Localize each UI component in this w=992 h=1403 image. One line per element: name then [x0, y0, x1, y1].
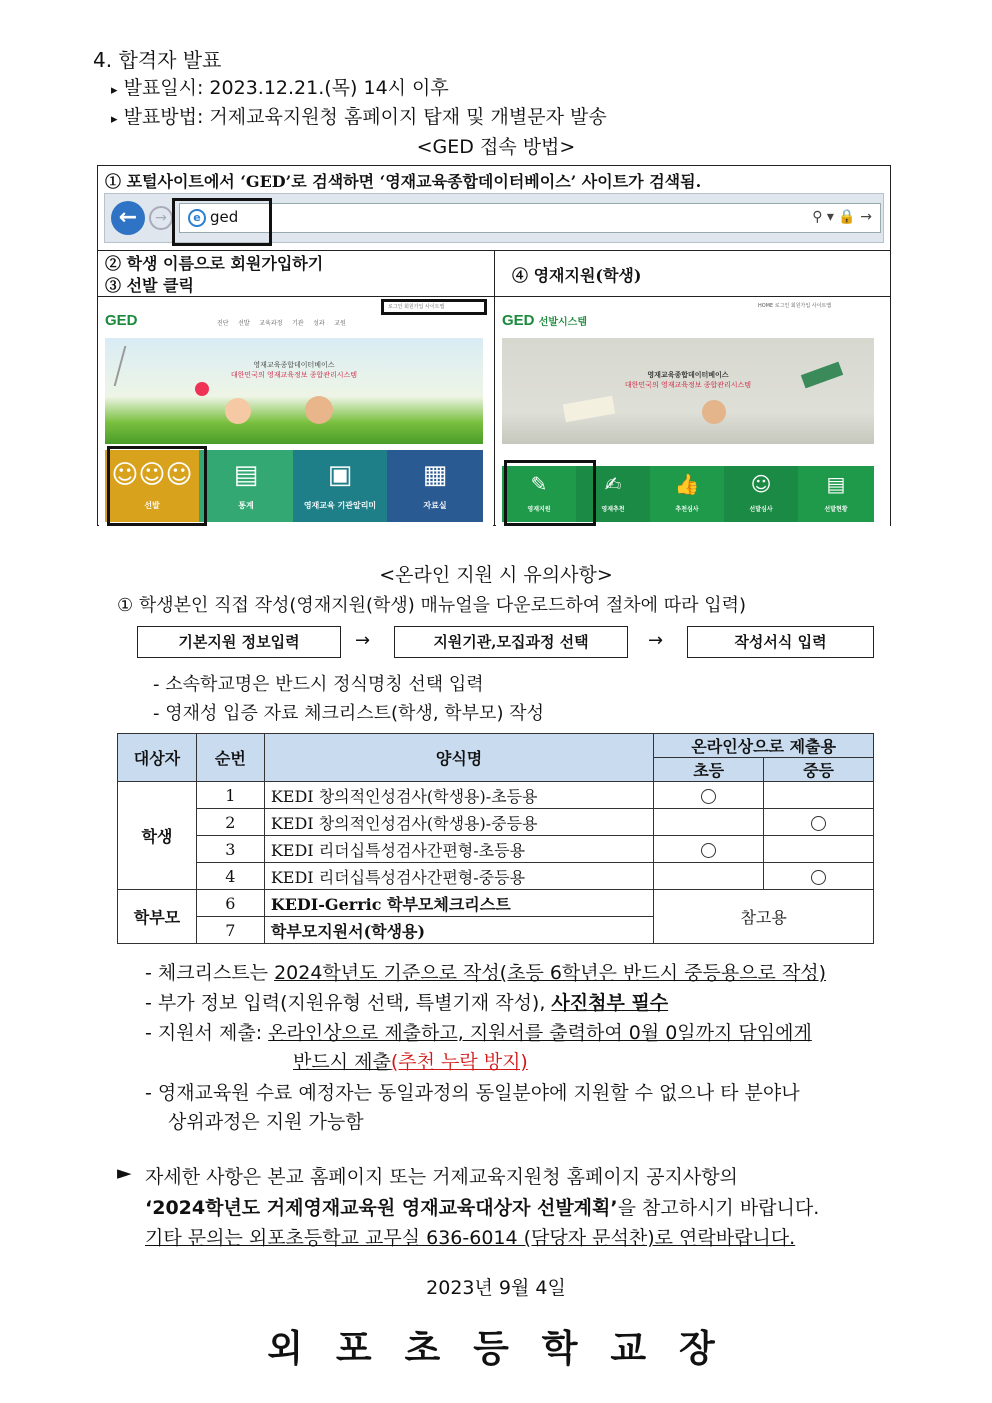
highlight-login-links[interactable]: 로그인 회원가입 사이트맵: [381, 299, 487, 315]
chart-icon: ▤: [233, 460, 259, 490]
header-middle: 중등: [764, 758, 874, 782]
note-additional: - 부가 정보 입력(지원유형 선택, 특별기재 작성), 사진첨부 필수: [145, 992, 669, 1014]
back-arrow-icon[interactable]: ←: [111, 201, 145, 235]
site1-banner: [105, 338, 483, 444]
ged-site-main: [99, 298, 493, 526]
thumbs-up-icon: 👍: [674, 472, 700, 496]
site1-banner-line1: 영재교육종합데이터베이스: [253, 361, 335, 369]
ged-logo: GED 선발시스템: [502, 312, 587, 329]
row-form: KEDI 리더십특성검사간편형-초등용: [264, 836, 653, 863]
highlight-selection-tile: [107, 446, 207, 526]
footer-line3: 기타 문의는 외포초등학교 교무실 636-6014 (담당자 문석찬)로 연락바랍니다.: [145, 1227, 796, 1249]
site1-nav: 진단 선발 교육과정 기관 성과 교원: [217, 320, 346, 327]
target-illustration: [195, 382, 209, 396]
row-mid-mark: [764, 782, 874, 809]
row-elem-mark: [654, 782, 764, 809]
flow-step1: 기본지원 정보입력: [137, 626, 341, 658]
book-icon: ▦: [422, 460, 448, 490]
telescope-illustration: [114, 346, 155, 386]
address-text: ged: [210, 208, 239, 226]
row-elem-mark: [654, 809, 764, 836]
highlight-apply-tile: [504, 460, 596, 526]
tile-institutions[interactable]: ▣ 영재교육 기관알리미: [293, 450, 387, 522]
kid-illustration: [702, 400, 726, 424]
row-no: 3: [196, 836, 264, 863]
clipboard-icon: ▤: [826, 472, 846, 496]
footer-mark: ►: [117, 1162, 132, 1184]
row-form: KEDI 창의적인성검사(학생용)-중등용: [264, 809, 653, 836]
note-graduate-cont: 상위과정은 지원 가능함: [168, 1111, 364, 1133]
tile-selection-review[interactable]: ☺ 선발심사: [724, 466, 798, 522]
table-row: [118, 890, 874, 917]
pencil-icon: ✎: [530, 472, 548, 496]
ged-divider: [494, 251, 495, 526]
row-form: KEDI 리더십특성검사간편형-중등용: [264, 863, 653, 890]
online-note2: - 영재성 입증 자료 체크리스트(학생, 학부모) 작성: [153, 703, 544, 724]
ged-logo: GED: [105, 312, 138, 329]
step4-text: ④ 영재지원(학생): [512, 266, 642, 285]
highlight-address: [172, 198, 272, 246]
site2-banner-line1: 영재교육종합데이터베이스: [647, 371, 729, 379]
ged-title: <GED 접속 방법>: [416, 136, 576, 158]
online-note1: - 소속학교명은 반드시 정식명칭 선택 입력: [153, 674, 484, 695]
ged-step23: [105, 253, 323, 297]
book-illustration: [563, 396, 615, 422]
edit-icon: ✍: [604, 472, 622, 496]
ged-site-selection: [496, 298, 890, 526]
flow-step3: 작성서식 입력: [687, 626, 874, 658]
row-mid-mark: [764, 836, 874, 863]
row-form: KEDI-Gerric 학부모체크리스트: [264, 890, 653, 917]
monitor-icon: ▣: [327, 460, 353, 490]
section-heading: 4. 합격자 발표: [93, 48, 222, 72]
ged-step1-row: [98, 166, 890, 251]
note-submit: - 지원서 제출: 온라인상으로 제출하고, 지원서를 출력하여 0월 0일까지 담임에게: [145, 1022, 812, 1044]
tile-apply-student[interactable]: ✎ 영재지원: [502, 466, 576, 522]
header-form: 양식명: [264, 734, 653, 782]
site1-header: [99, 298, 493, 338]
tile-recommend[interactable]: ✍ 영재추천: [576, 466, 650, 522]
footer-line2: ‘2024학년도 거제영재교육원 영재교육대상자 선발계획’을 참고하시기 바랍니다.: [145, 1197, 820, 1219]
tile-review[interactable]: 👍 추천심사: [650, 466, 724, 522]
people-icon: ☺☺☺: [111, 460, 193, 490]
table-row: [118, 782, 874, 809]
forward-arrow-icon[interactable]: →: [149, 206, 173, 230]
ged-guide-box: [97, 165, 891, 526]
online-title: <온라인 지원 시 유의사항>: [379, 564, 613, 586]
table-row: [118, 809, 874, 836]
row-mid-mark: [764, 809, 874, 836]
row-no: 7: [196, 917, 264, 944]
kid-illustration: [225, 398, 251, 424]
address-bar[interactable]: [179, 203, 881, 233]
note-submit-cont: 반드시 제출(추천 누락 방지): [293, 1051, 528, 1073]
kid-illustration: [305, 396, 333, 424]
row-no: 6: [196, 890, 264, 917]
header-target: 대상자: [118, 734, 197, 782]
row-form: 학부모지원서(학생용): [264, 917, 653, 944]
note-graduate: - 영재교육원 수료 예정자는 동일과정의 동일분야에 지원할 수 없으나 타 분야나: [145, 1082, 800, 1104]
principal-signature: 외 포 초 등 학 교 장: [267, 1326, 725, 1370]
row-elem-mark: [654, 863, 764, 890]
site2-banner: [502, 338, 874, 444]
header-no: 순번: [196, 734, 264, 782]
bullet-date: ▸ 발표일시: 2023.12.21.(목) 14시 이후: [111, 77, 449, 99]
site1-banner-line2: 대한민국의 영재교육정보 종합관리시스템: [230, 371, 358, 379]
tile-stats[interactable]: ▤ 통계: [199, 450, 293, 522]
table-header-row: [118, 734, 874, 758]
table-row: [118, 836, 874, 863]
step2-text: ② 학생 이름으로 회원가입하기: [105, 254, 324, 273]
tile-selection[interactable]: ☺☺☺ 선발: [105, 450, 199, 522]
group-icon: ☺: [750, 472, 772, 496]
group-parent: 학부모: [118, 890, 197, 944]
document-date: 2023년 9월 4일: [426, 1277, 566, 1299]
header-elementary: 초등: [654, 758, 764, 782]
flow-arrow: →: [355, 630, 371, 651]
site2-banner-line2: 대한민국의 영재교육정보 종합관리시스템: [624, 381, 752, 389]
reference-cell: 참고용: [654, 890, 874, 944]
row-no: 4: [196, 863, 264, 890]
search-lock-refresh-icon: ⚲ ▾ 🔒 →: [812, 209, 872, 225]
tile-status[interactable]: ▤ 선발현황: [798, 466, 874, 522]
note-checklist: - 체크리스트는 2024학년도 기준으로 작성(초등 6학년은 반드시 중등용으로 작성): [145, 962, 827, 984]
circle-mark-icon: [701, 843, 716, 858]
ged-step1-text: ① 포털사이트에서 ‘GED’로 검색하면 ‘영재교육종합데이터베이스’ 사이트가 검색됨.: [105, 172, 702, 191]
row-mid-mark: [764, 863, 874, 890]
ie-logo-icon: e: [188, 209, 206, 227]
group-student: 학생: [118, 782, 197, 890]
flow-arrow: →: [648, 630, 664, 651]
flow-step2: 지원기관,모집과정 선택: [394, 626, 628, 658]
row-elem-mark: [654, 836, 764, 863]
row-no: 2: [196, 809, 264, 836]
site2-header: [496, 298, 890, 338]
row-no: 1: [196, 782, 264, 809]
online-item1: ① 학생본인 직접 작성(영재지원(학생) 매뉴얼을 다운로드하여 절차에 따라 입력): [117, 595, 747, 616]
footer-line1: 자세한 사항은 본교 홈페이지 또는 거제교육지원청 홈페이지 공지사항의: [145, 1166, 738, 1188]
row-form: KEDI 창의적인성검사(학생용)-초등용: [264, 782, 653, 809]
step3-text: ③ 선발 클릭: [105, 276, 194, 295]
bullet-method: ▸ 발표방법: 거제교육지원청 홈페이지 탑재 및 개별문자 발송: [111, 106, 607, 128]
site2-top-links[interactable]: HOME 로그인 회원가입 사이트맵: [758, 303, 832, 309]
circle-mark-icon: [811, 870, 826, 885]
circle-mark-icon: [811, 816, 826, 831]
tile-resources[interactable]: ▦ 자료실: [387, 450, 483, 522]
table-row: [118, 863, 874, 890]
circle-mark-icon: [701, 789, 716, 804]
checklist-table: [117, 733, 874, 944]
header-online: 온라인상으로 제출용: [654, 734, 874, 758]
